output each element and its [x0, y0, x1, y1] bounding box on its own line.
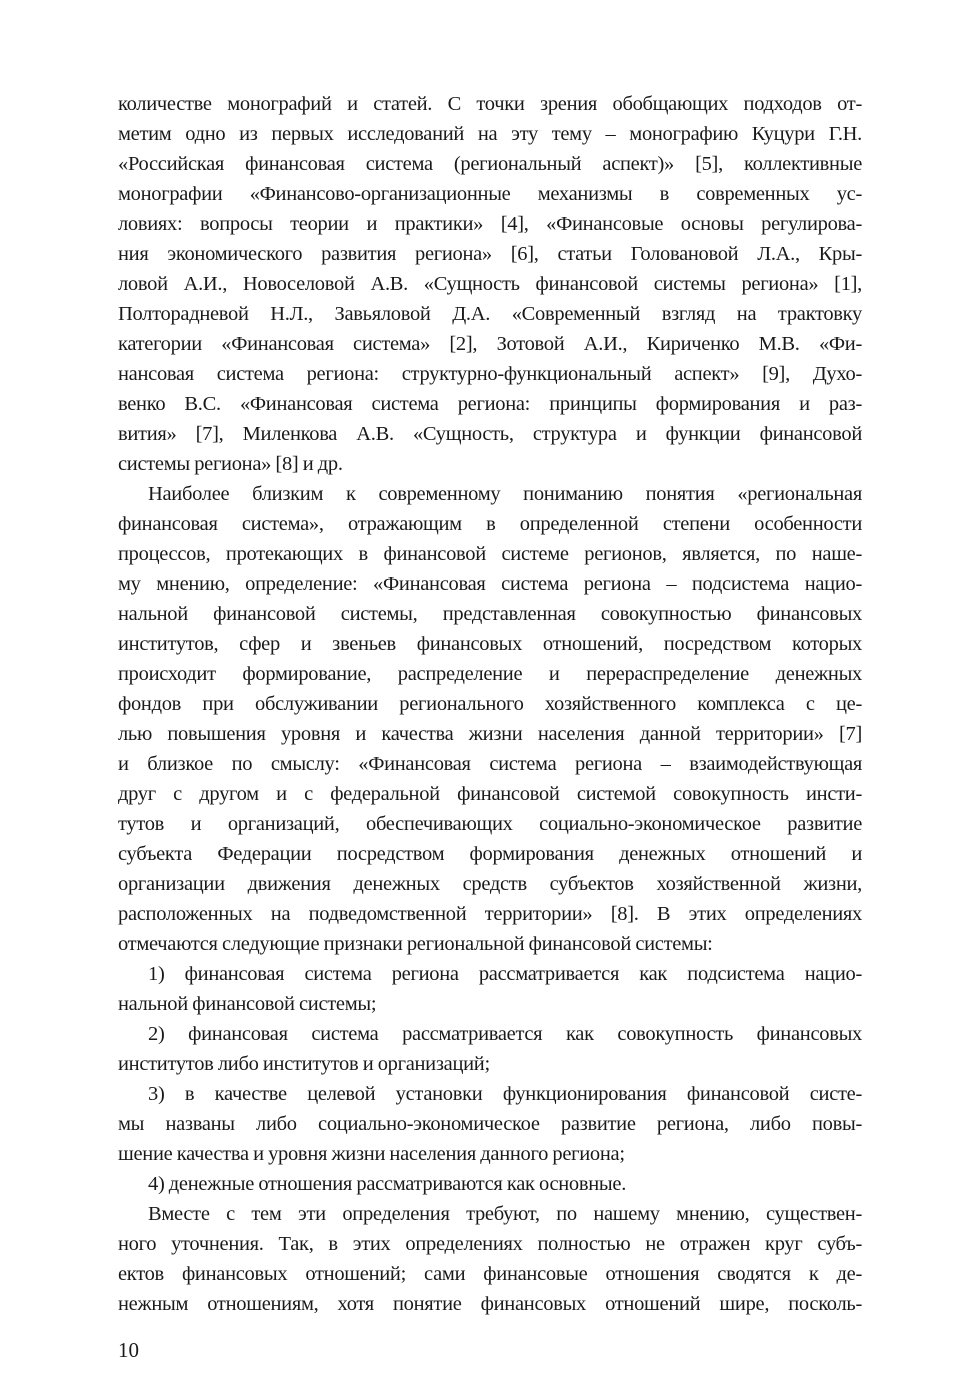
text-line: субъекта Федерации посредством формирования денежных отношений и [118, 843, 862, 865]
text-line: тутов и организаций, обеспечивающих социально-экономическое развитие [118, 813, 862, 835]
text-line: монографии «Финансово-организационные механизмы в современных ус- [118, 183, 862, 205]
text-line: метим одно из первых исследований на эту тему – монографию Куцури Г.Н. [118, 123, 862, 145]
text-line: происходит формирование, распределение и перераспределение денежных [118, 663, 862, 685]
paragraph [118, 1079, 862, 1169]
text-line: отмечаются следующие признаки региональной финансовой системы: [118, 933, 713, 955]
text-line: нежным отношениям, хотя понятие финансовых отношений шире, посколь- [118, 1293, 862, 1315]
text-line: процессов, протекающих в финансовой системе регионов, является, по наше- [118, 543, 862, 565]
paragraph [118, 479, 862, 959]
text-line: организации движения денежных средств субъектов хозяйственной жизни, [118, 873, 862, 895]
paragraph [118, 1169, 862, 1199]
text-line: институтов, сфер и звеньев финансовых отношений, посредством которых [118, 633, 862, 655]
text-line: количестве монографий и статей. С точки зрения обобщающих подходов от- [118, 93, 862, 115]
text-line: ловиях: вопросы теории и практики» [4], «Финансовые основы регулирова- [118, 213, 862, 235]
paragraph [118, 959, 862, 1019]
text-line: му мнению, определение: «Финансовая система региона – подсистема нацио- [118, 573, 862, 595]
text-line: ного уточнения. Так, в этих определениях полностью не отражен круг субъ- [118, 1233, 862, 1255]
text-line: 4) денежные отношения рассматриваются как основные. [148, 1173, 627, 1195]
text-line: шение качества и уровня жизни населения данного региона; [118, 1143, 625, 1165]
paragraph [118, 1199, 862, 1319]
text-line: и близкое по смыслу: «Финансовая система региона – взаимодействующая [118, 753, 862, 775]
text-line: институтов либо институтов и организаций; [118, 1053, 490, 1075]
text-line: расположенных на подведомственной территории» [8]. В этих определениях [118, 903, 862, 925]
text-line: ния экономического развития региона» [6], статьи Головановой Л.А., Кры- [118, 243, 862, 265]
text-line: ловой А.И., Новоселовой А.В. «Сущность финансовой системы региона» [1], [118, 273, 862, 295]
text-line: венко В.С. «Финансовая система региона: принципы формирования и раз- [118, 393, 862, 415]
paragraph [118, 1019, 862, 1079]
text-line: 2) финансовая система рассматривается как совокупность финансовых [148, 1023, 862, 1045]
text-line: «Российская финансовая система (региональный аспект)» [5], коллективные [118, 153, 862, 175]
text-line: нальной финансовой системы, представленная совокупностью финансовых [118, 603, 862, 625]
text-line: категории «Финансовая система» [2], Зотовой А.И., Кириченко М.В. «Фи- [118, 333, 862, 355]
page-number: 10 [118, 1338, 139, 1362]
text-line: Полторадневой Н.Л., Завьяловой Д.А. «Современный взгляд на трактовку [118, 303, 862, 325]
paragraph [118, 89, 862, 479]
text-line: мы названы либо социально-экономическое развитие региона, либо повы- [118, 1113, 862, 1135]
text-line: ектов финансовых отношений; сами финансовые отношения сводятся к де- [118, 1263, 862, 1285]
text-line: друг с другом и с федеральной финансовой системой совокупность инсти- [118, 783, 862, 805]
text-line: Наиболее близким к современному пониманию понятия «региональная [148, 483, 862, 505]
text-line: вития» [7], Миленкова А.В. «Сущность, структура и функции финансовой [118, 423, 862, 445]
page-body [118, 0, 862, 1319]
text-line: системы региона» [8] и др. [118, 453, 343, 475]
text-line: нансовая система региона: структурно-функциональный аспект» [9], Духо- [118, 363, 862, 385]
text-line: финансовая система», отражающим в определенной степени особенности [118, 513, 862, 535]
text-line: нальной финансовой системы; [118, 993, 377, 1015]
text-line: 3) в качестве целевой установки функционирования финансовой систе- [148, 1083, 862, 1105]
text-line: лью повышения уровня и качества жизни населения данной территории» [7] [118, 723, 862, 745]
text-line: фондов при обслуживании регионального хозяйственного комплекса с це- [118, 693, 862, 715]
text-line: 1) финансовая система региона рассматривается как подсистема нацио- [148, 963, 862, 985]
text-line: Вместе с тем эти определения требуют, по нашему мнению, существен- [148, 1203, 862, 1225]
